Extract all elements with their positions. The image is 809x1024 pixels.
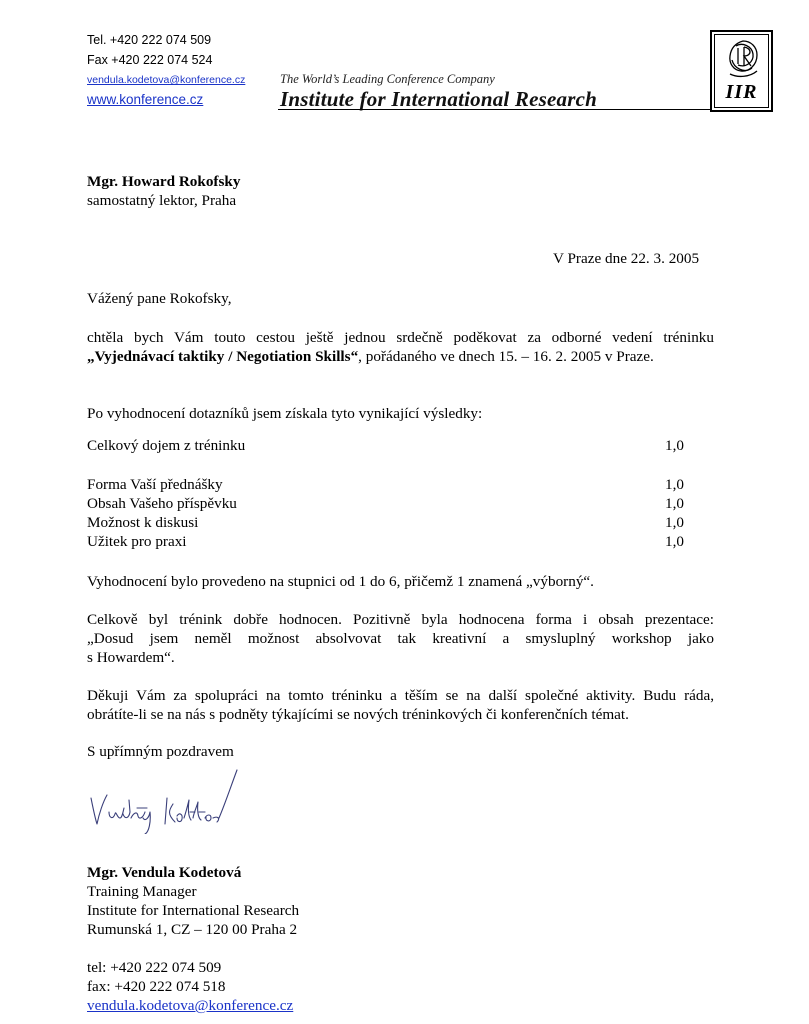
header-email-link[interactable]: vendula.kodetova@konference.cz [87, 74, 246, 86]
score-label: Obsah Vašeho příspěvku [87, 495, 237, 512]
company-name: Institute for International Research [280, 87, 598, 111]
training-details: , pořádaného ve dnech 15. – 16. 2. 2005 v Praze. [358, 348, 654, 365]
scale-note: Vyhodnocení bylo provedeno na stupnici od 1 do 6, přičemž 1 znamená „výborný“. [87, 573, 594, 590]
paragraph-thanks [87, 328, 714, 366]
recipient-block [87, 172, 240, 210]
salutation: Vážený pane Rokofsky, [87, 290, 232, 307]
score-row [87, 513, 684, 532]
signer-block [87, 863, 299, 1015]
score-row [87, 475, 684, 494]
closing: S upřímným pozdravem [87, 743, 234, 760]
logo-emblem-icon [724, 38, 762, 78]
signer-spacer [87, 939, 299, 958]
signer-fax: fax: +420 222 074 518 [87, 978, 226, 995]
paragraph-gratitude-line1: Děkuji Vám za spolupráci na tomto tréninku a těším se na další společné aktivity. Budu ráda, [87, 687, 714, 704]
signer-name: Mgr. Vendula Kodetová [87, 864, 242, 881]
paragraph-gratitude [87, 686, 714, 724]
score-row [87, 436, 684, 455]
handwritten-signature [87, 762, 247, 834]
score-value: 1,0 [665, 437, 684, 454]
recipient-title: samostatný lektor, Praha [87, 192, 237, 209]
results-intro: Po vyhodnocení dotazníků jsem získala tyto vynikající výsledky: [87, 405, 483, 422]
signer-role: Training Manager [87, 883, 197, 900]
score-label: Forma Vaší přednášky [87, 476, 223, 493]
company-logo [710, 30, 773, 112]
logo-text: IIR [725, 81, 758, 103]
paragraph-evaluation [87, 610, 714, 667]
score-row [87, 532, 684, 551]
score-value: 1,0 [665, 514, 684, 531]
company-tagline: The World’s Leading Conference Company [280, 72, 495, 86]
header-divider [278, 109, 714, 110]
signer-address: Rumunská 1, CZ – 120 00 Praha 2 [87, 921, 298, 938]
header-tel: Tel. +420 222 074 509 [87, 33, 212, 47]
score-value: 1,0 [665, 495, 684, 512]
score-value: 1,0 [665, 533, 684, 550]
recipient-name: Mgr. Howard Rokofsky [87, 173, 241, 190]
score-row [87, 494, 684, 513]
score-value: 1,0 [665, 476, 684, 493]
score-label: Celkový dojem z tréninku [87, 437, 246, 454]
sender-contact-block [87, 30, 245, 110]
training-title: „Vyjednávací taktiky / Negotiation Skills“ [87, 348, 359, 365]
header-web-link[interactable]: www.konference.cz [87, 92, 204, 107]
paragraph-gratitude-line2: obrátíte-li se na nás s podněty týkajícími se nových tréninkových či konferenčních témat. [87, 706, 629, 723]
paragraph-evaluation-line1: Celkově byl trénink dobře hodnocen. Pozitivně byla hodnocena forma i obsah prezentace: [87, 611, 714, 628]
paragraph-evaluation-line2: „Dosud jsem neměl možnost absolvovat tak kreativní a smysluplný workshop jako [87, 630, 714, 647]
letter-date: V Praze dne 22. 3. 2005 [553, 250, 700, 267]
score-label: Možnost k diskusi [87, 514, 199, 531]
paragraph-thanks-line1: chtěla bych Vám touto cestou ještě jednou srdečně poděkovat za odborné vedení tréninku [87, 329, 714, 346]
signer-tel: tel: +420 222 074 509 [87, 959, 222, 976]
score-label: Užitek pro praxi [87, 533, 187, 550]
signer-email-link[interactable]: vendula.kodetova@konference.cz [87, 997, 294, 1014]
header-fax: Fax +420 222 074 524 [87, 53, 213, 67]
signer-org: Institute for International Research [87, 902, 300, 919]
paragraph-evaluation-line3: s Howardem“. [87, 649, 175, 666]
